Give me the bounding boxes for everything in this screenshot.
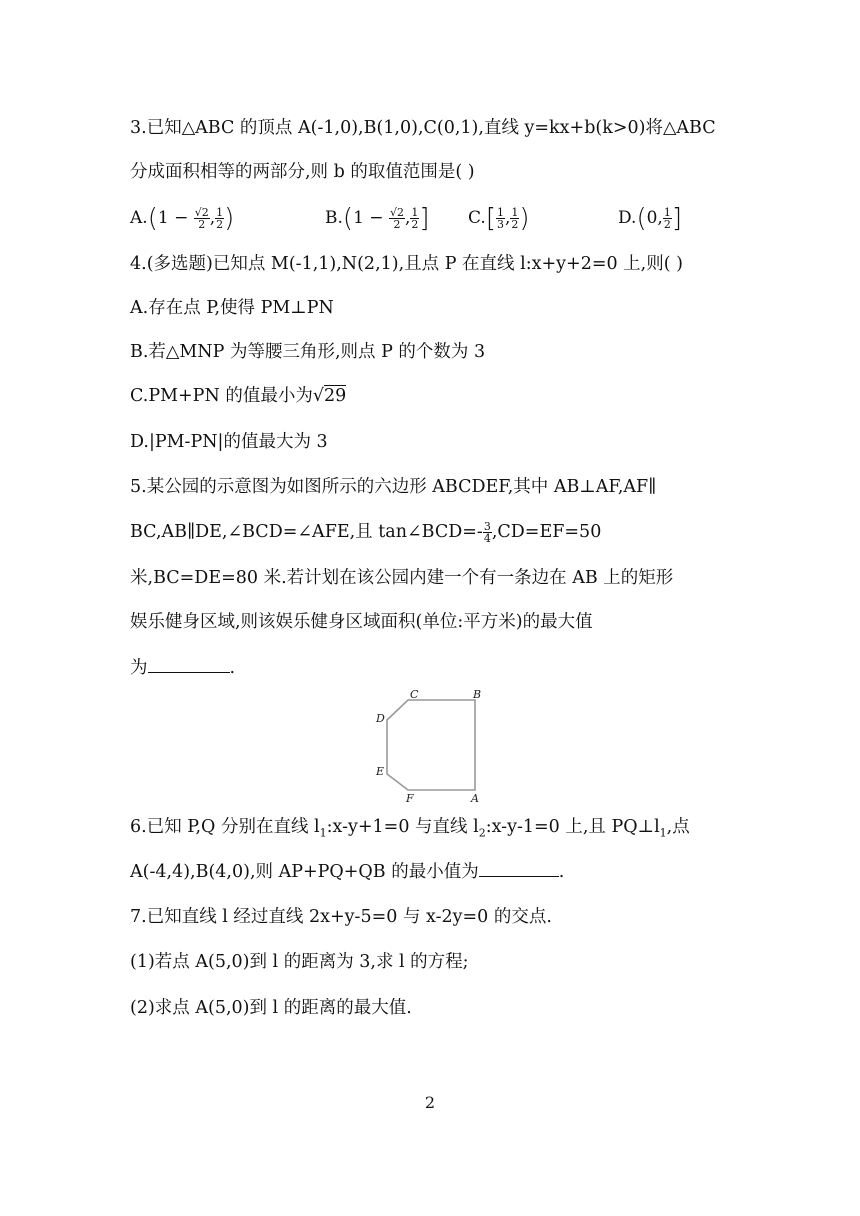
figure-label-c: C [410, 688, 419, 701]
figure-label-f: F [406, 792, 414, 805]
q5-stem-line1: 5.某公园的示意图为如图所示的六边形 ABCDEF,其中 AB⊥AF,AF∥ [130, 477, 657, 497]
q5-stem-line5: 为 . [130, 658, 236, 678]
q3-option-a: A.(1 − $\frac{√2}{2}$ , $\frac{1}{2}$ ) [130, 203, 235, 234]
figure-label-b: B [473, 688, 482, 701]
q7-stem: 7.已知直线 l 经过直线 2x+y-5=0 与 x-2y=0 的交点. [130, 907, 552, 927]
q3-option-b: B.(1 − $\frac{√2}{2}$ , $\frac{1}{2}$ ] [325, 203, 430, 234]
q4-option-b: B.若△MNP 为等腰三角形,则点 P 的个数为 3 [130, 342, 486, 362]
figure-label-e: E [376, 765, 385, 778]
q4-stem: 4.(多选题)已知点 M(-1,1),N(2,1),且点 P 在直线 l:x+y+2=0 上,则( ) [130, 254, 683, 274]
q4-option-a: A.存在点 P,使得 PM⊥PN [130, 298, 334, 318]
q5-stem-line2: BC,AB∥DE,∠BCD=∠AFE,且 tan∠BCD=- $\frac{3}{4}$ ,CD=EF=50 [130, 520, 602, 545]
q3-stem-line1: 3.已知△ABC 的顶点 A(-1,0),B(1,0),C(0,1),直线 y=kx+b(k>0)将△ABC [130, 118, 716, 138]
q3-stem-line2: 分成面积相等的两部分,则 b 的取值范围是( ) [130, 162, 475, 182]
figure-label-d: D [376, 712, 385, 725]
q4-option-d: D.|PM-PN|的值最大为 3 [130, 432, 328, 452]
page-number: 2 [424, 1093, 436, 1112]
q3-option-d: D.(0, $\frac{1}{2}$ ] [618, 203, 682, 234]
q4-option-c: C.PM+PN 的值最小为√29 [130, 386, 347, 406]
hexagon-park-figure [370, 686, 490, 808]
q7-part-1: (1)若点 A(5,0)到 l 的距离为 3,求 l 的方程; [130, 952, 469, 972]
q5-stem-line3: 米,BC=DE=80 米.若计划在该公园内建一个有一条边在 AB 上的矩形 [130, 568, 674, 588]
hexagon-outline [387, 700, 475, 790]
q7-part-2: (2)求点 A(5,0)到 l 的距离的最大值. [130, 998, 412, 1018]
q6-stem-line2: A(-4,4),B(4,0),则 AP+PQ+QB 的最小值为 . [130, 862, 565, 882]
figure-label-a: A [471, 792, 479, 805]
q5-stem-line4: 娱乐健身区域,则该娱乐健身区域面积(单位:平方米)的最大值 [130, 612, 593, 632]
q3-option-c: C.[ $\frac{1}{3}$ , $\frac{1}{2}$ ) [468, 203, 530, 234]
q6-stem-line1: 6.已知 P,Q 分别在直线 $l_1:x-y+1=0$ 与直线 $l_2:x-y-1=0$ 上,且 $PQ\perp l_1$,点 [130, 817, 690, 840]
